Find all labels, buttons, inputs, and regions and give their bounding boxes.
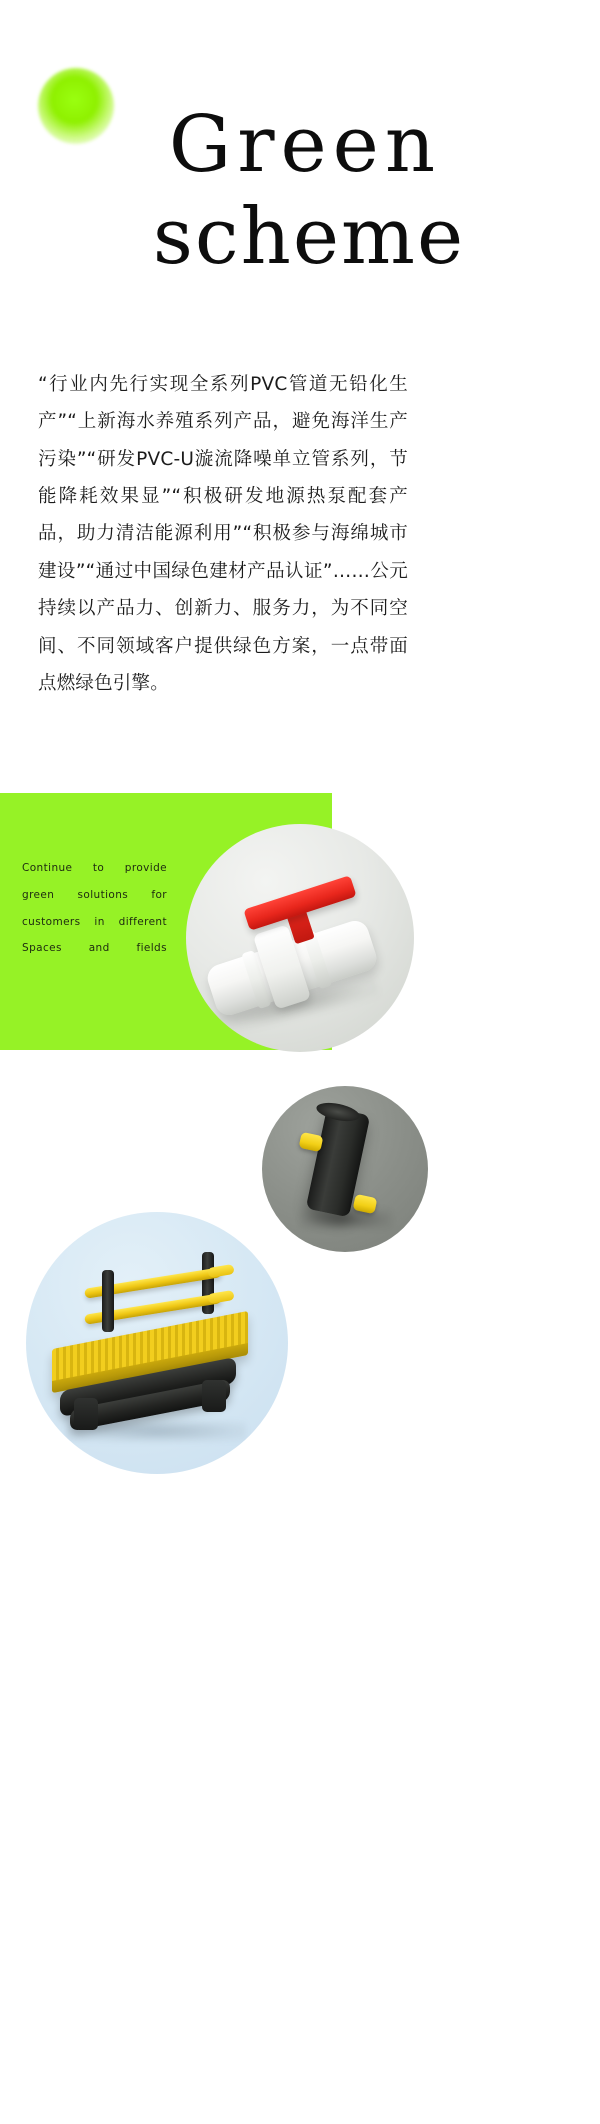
page-header: [0, 0, 600, 380]
page-title-line-1: Green: [168, 100, 442, 190]
page-title: [0, 100, 600, 282]
deck-foot-left: [74, 1398, 98, 1430]
product-photo-deck: [26, 1212, 288, 1474]
product-photo-fitting: [262, 1086, 428, 1252]
green-caption-text: Continue to provide green solutions for customers in different Spaces and fields: [22, 862, 167, 955]
deck-post-left: [102, 1270, 114, 1332]
product-photo-valve: [186, 824, 414, 1052]
deck-foot-right: [202, 1380, 226, 1412]
body-paragraph: “行业内先行实现全系列PVC管道无铅化生产”“上新海水养殖系列产品，避免海洋生产污染”“研发PVC-U漩流降噪单立管系列，节能降耗效果显”“积极研发地源热泵配套产品，助力清洁能源利用”“积极参与海绵城市建设”“通过中国绿色建材产品认证”……公元持续以产品力、创新力、服务力，为不同空间、不同领域客户提供绿色方案，一点带面点燃绿色引擎。: [38, 374, 408, 694]
fitting-yellow-cap-upper: [299, 1132, 324, 1152]
page-title-line-2: scheme: [152, 191, 466, 282]
